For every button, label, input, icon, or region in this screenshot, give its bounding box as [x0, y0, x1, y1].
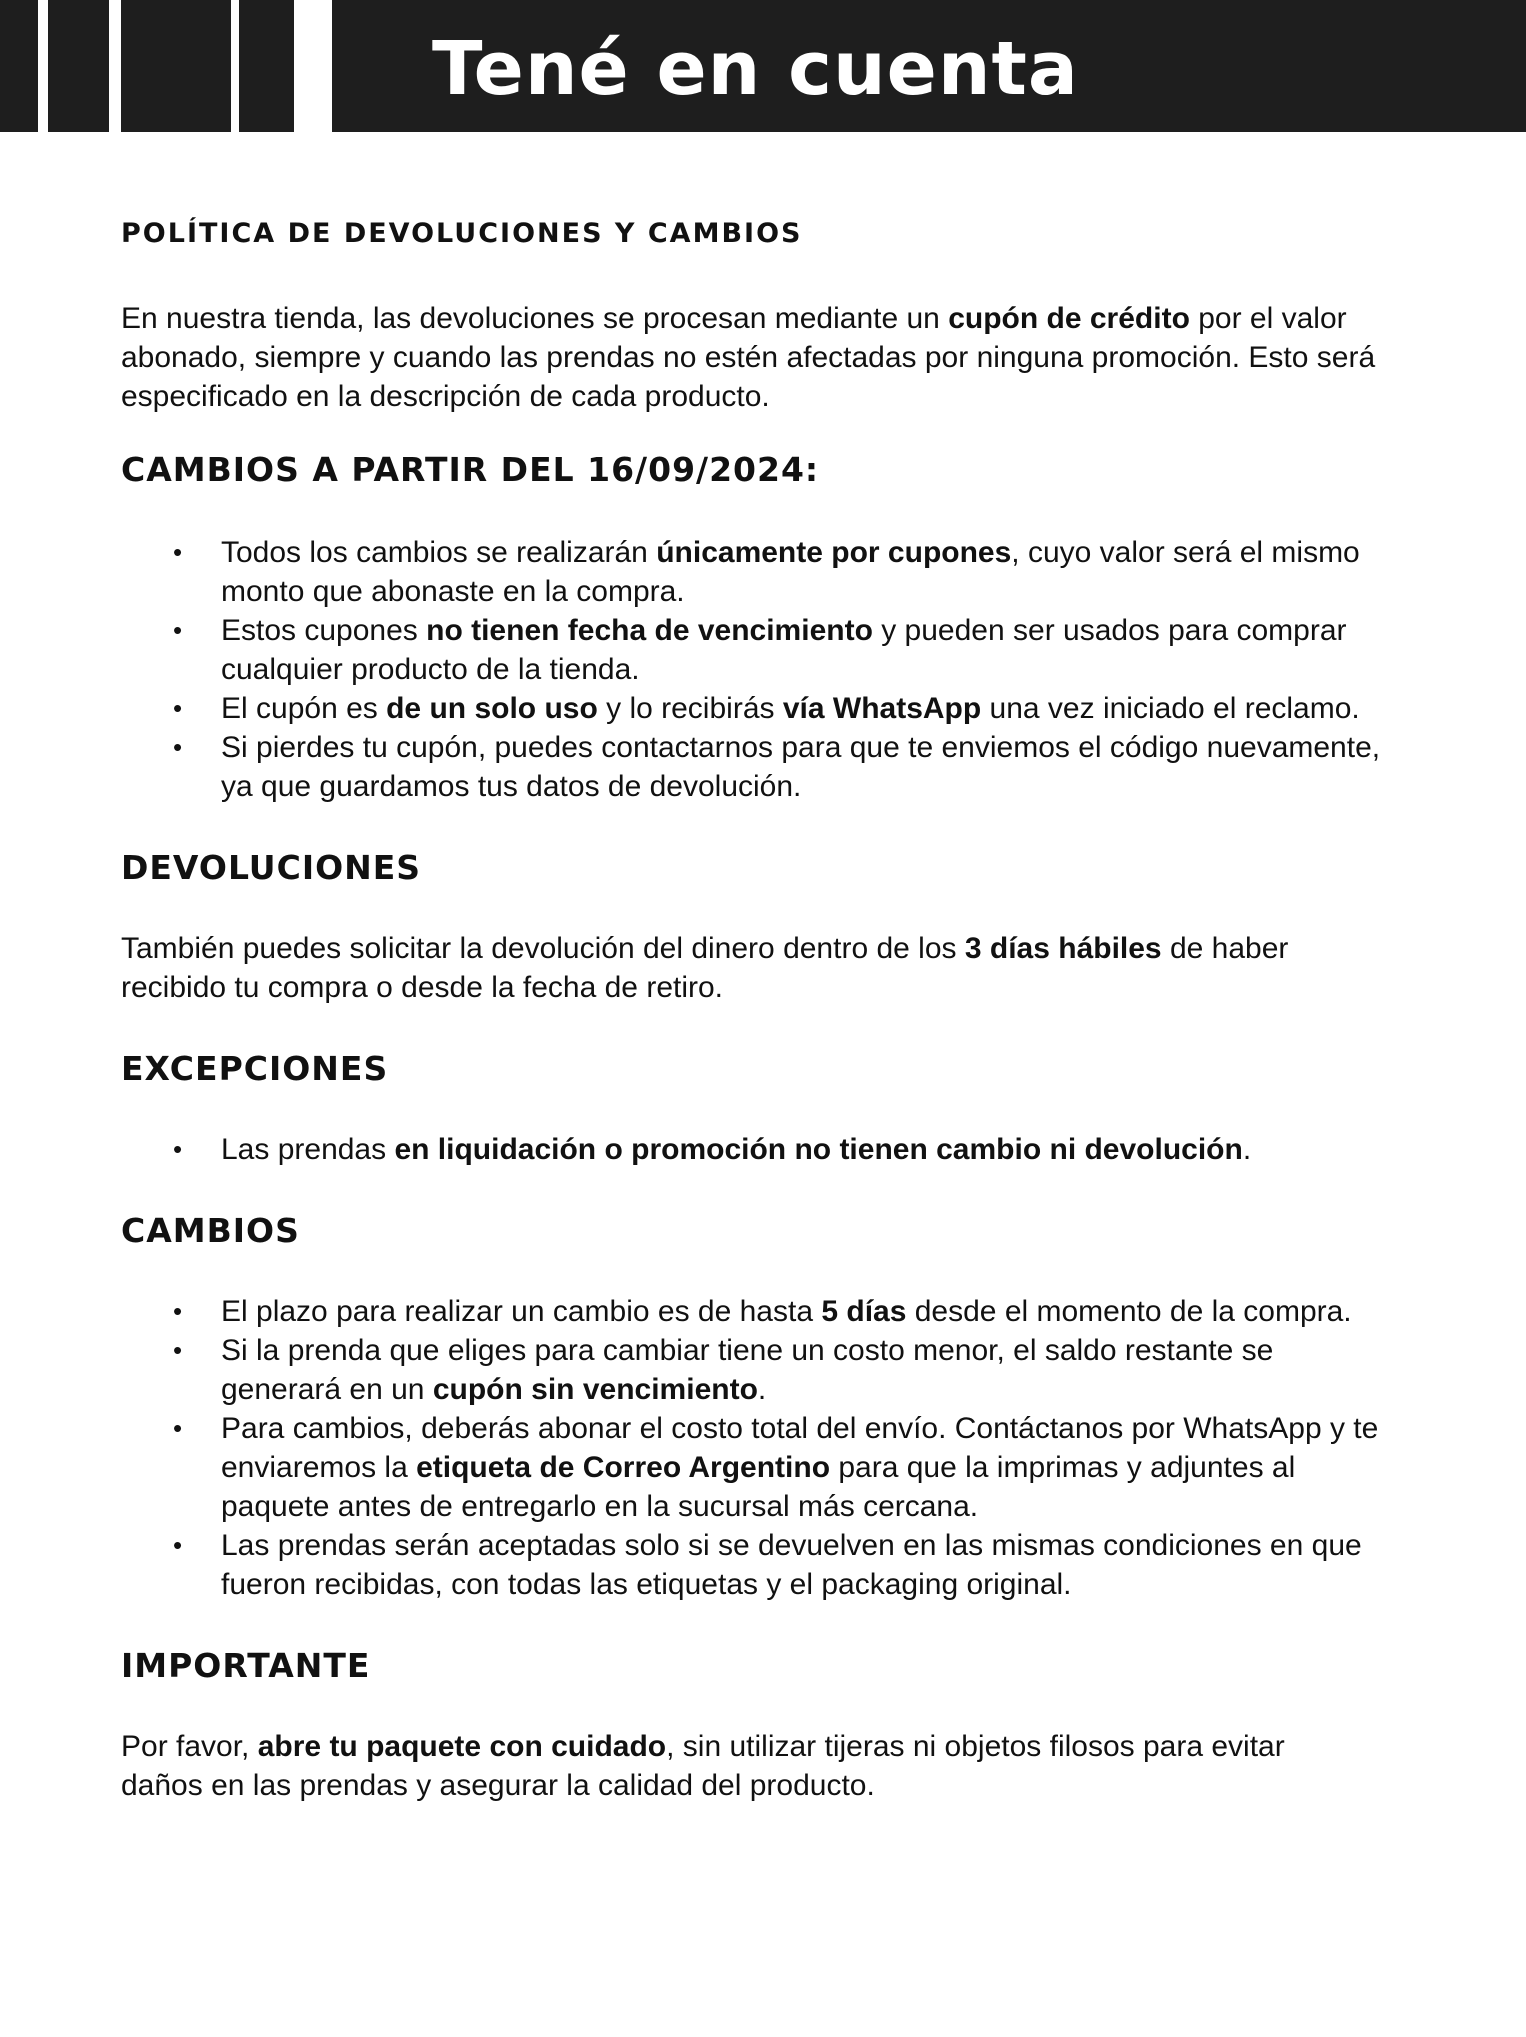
text-span: También puedes solicitar la devolución del dinero dentro de los: [121, 932, 965, 965]
heading-excepciones: EXCEPCIONES: [121, 1049, 389, 1088]
text-span: desde el momento de la compra.: [906, 1295, 1352, 1328]
list-cambios-fecha: [121, 533, 1381, 806]
bullet-icon: •: [173, 732, 183, 762]
list-excepciones: [121, 1130, 1411, 1169]
text-span: El cupón es: [221, 692, 387, 725]
text-span: Las prendas: [221, 1133, 395, 1166]
text-span: una vez iniciado el reclamo.: [981, 692, 1360, 725]
text-span: .: [757, 1373, 767, 1406]
list-item: [121, 689, 1381, 728]
header-block-1: [0, 0, 38, 132]
document-body: [121, 218, 1411, 1805]
list-item: [121, 728, 1381, 806]
text-span: Estos cupones: [221, 614, 427, 647]
text-span: El plazo para realizar un cambio es de hasta: [221, 1295, 822, 1328]
paragraph-importante: [121, 1727, 1351, 1805]
header-block-4: [239, 0, 294, 132]
text-span: Por favor,: [121, 1730, 258, 1763]
bold-span: únicamente por cupones: [656, 536, 1012, 569]
text-span: y pueden ser usados para comprar cualquier producto de la tienda.: [221, 614, 1347, 686]
heading-importante: IMPORTANTE: [121, 1646, 371, 1685]
header-block-3: [121, 0, 231, 132]
bullet-icon: •: [173, 537, 183, 567]
heading-cambios: CAMBIOS: [121, 1211, 300, 1250]
heading-devoluciones: DEVOLUCIONES: [121, 848, 422, 887]
text-span: Si pierdes tu cupón, puedes contactarnos para que te enviemos el código nuevamente, ya que guardamos tus datos de devolución.: [221, 731, 1381, 803]
text-span: para que la imprimas y adjuntes al paquete antes de entregarlo en la sucursal más cercana.: [221, 1451, 1296, 1523]
text-span: .: [1242, 1133, 1252, 1166]
text-span: Si la prenda que eliges para cambiar tiene un costo menor, el saldo restante se generará en un: [221, 1334, 1274, 1406]
heading-cambios-fecha: CAMBIOS A PARTIR DEL 16/09/2024:: [121, 450, 820, 489]
bullet-icon: •: [173, 693, 183, 723]
bold-span: no tienen fecha de vencimiento: [426, 614, 873, 647]
text-span: Para cambios, deberás abonar el costo total del envío. Contáctanos por WhatsApp y te enviaremos la: [221, 1412, 1379, 1484]
bullet-icon: •: [173, 1134, 183, 1164]
bold-span: de un solo uso: [386, 692, 598, 725]
text-span: , cuyo valor será el mismo monto que abonaste en la compra.: [221, 536, 1360, 608]
bullet-icon: •: [173, 1413, 183, 1443]
paragraph-devoluciones: [121, 929, 1371, 1007]
list-cambios: [121, 1292, 1381, 1604]
list-item: [121, 1331, 1381, 1409]
text-span: por el valor abonado, siempre y cuando las prendas no estén afectadas por ninguna promoción. Esto será especificado en la descripción de cada producto.: [121, 302, 1376, 413]
bold-span: vía WhatsApp: [782, 692, 982, 725]
bold-span: en liquidación o promoción no tienen cambio ni devolución: [394, 1133, 1243, 1166]
bold-span: 5 días: [821, 1295, 907, 1328]
list-item: [121, 533, 1381, 611]
heading-politica: POLÍTICA DE DEVOLUCIONES Y CAMBIOS: [121, 218, 803, 249]
text-span: En nuestra tienda, las devoluciones se procesan mediante un: [121, 302, 949, 335]
header-block-2: [48, 0, 109, 132]
list-item: [121, 1130, 1411, 1169]
page-title: Tené en cuenta: [432, 26, 1079, 112]
bullet-icon: •: [173, 1296, 183, 1326]
bold-span: abre tu paquete con cuidado: [257, 1730, 667, 1763]
list-item: [121, 1526, 1381, 1604]
text-span: , sin utilizar tijeras ni objetos filosos para evitar daños en las prendas y asegurar la calidad del producto.: [121, 1730, 1285, 1802]
bold-span: etiqueta de Correo Argentino: [416, 1451, 831, 1484]
text-span: Todos los cambios se realizarán: [221, 536, 657, 569]
list-item: [121, 611, 1381, 689]
bullet-icon: •: [173, 1530, 183, 1560]
bullet-icon: •: [173, 615, 183, 645]
bold-span: cupón de crédito: [948, 302, 1190, 335]
bold-span: cupón sin vencimiento: [432, 1373, 758, 1406]
bullet-icon: •: [173, 1335, 183, 1365]
list-item: [121, 1292, 1381, 1331]
text-span: de haber recibido tu compra o desde la fecha de retiro.: [121, 932, 1289, 1004]
paragraph-politica: [121, 299, 1391, 416]
list-item: [121, 1409, 1381, 1526]
text-span: y lo recibirás: [597, 692, 783, 725]
text-span: Las prendas serán aceptadas solo si se devuelven en las mismas condiciones en que fueron recibidas, con todas las etiquetas y el packaging original.: [221, 1529, 1362, 1601]
bold-span: 3 días hábiles: [964, 932, 1162, 965]
